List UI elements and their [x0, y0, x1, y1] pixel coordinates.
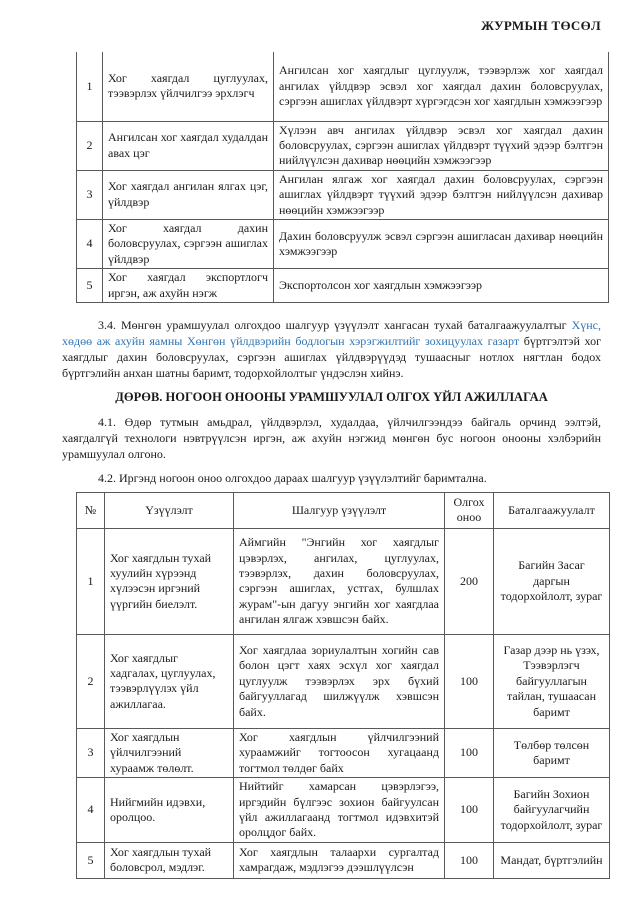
row-number-cell: 1 — [77, 528, 105, 634]
table-row — [77, 219, 609, 268]
paragraph-3-4-text-before: 3.4. Мөнгөн урамшуулал олгохдоо шалгуур үзүүлэлт хангасан тухай баталгаажуулалтыг — [98, 317, 572, 332]
criteria-cell: Хог хаягдлын үйлчилгээний хураамжийг тогтоосон хугацаанд тогтмол төлдөг байх — [234, 728, 445, 777]
score-cell: 100 — [445, 728, 494, 777]
row-number-cell: 5 — [77, 269, 103, 303]
proof-cell: Багийн Засаг даргын тодорхойлолт, зураг — [494, 528, 610, 634]
proof-cell: Мандат, бүртгэлийн — [494, 842, 610, 878]
entity-measure-cell: Ангилан ялгаж хог хаягдал дахин боловсруулах, сэргээн ашиглах үйлдвэрт түүхий эдээр бэлтгэн нийлүүлсэн дахивар нөөцийн хэмжээгээр — [274, 170, 609, 219]
table-row — [77, 52, 609, 121]
document-header-title: ЖУРМЫН ТӨСӨЛ — [481, 18, 601, 33]
table-row — [77, 121, 609, 170]
table-row — [77, 269, 609, 303]
entity-measure-cell: Дахин боловсруулж эсвэл сэргээн ашигласан дахивар нөөцийн хэмжээгээр — [274, 219, 609, 268]
table-header-row — [77, 492, 610, 528]
score-cell: 100 — [445, 778, 494, 843]
table-row — [77, 728, 610, 777]
entity-name-cell: Хог хаягдал дахин боловсруулах, сэргээн ашиглах үйлдвэр — [103, 219, 274, 268]
header-criteria: Шалгуур үзүүлэлт — [234, 492, 445, 528]
row-number-cell: 1 — [77, 52, 103, 121]
row-number-cell: 4 — [77, 778, 105, 843]
green-score-criteria-table — [76, 492, 610, 879]
header-proof: Баталгаажуулалт — [494, 492, 610, 528]
proof-cell: Багийн Зохион байгуулагчийн тодорхойлолт, зураг — [494, 778, 610, 843]
paragraph-3-4 — [62, 317, 601, 381]
ministry-agency-link[interactable]: Хүнс, хөдөө аж ахуйн яамны Хөнгөн үйлдвэрийн бодлогын хэрэгжилтийг зохицуулах газарт — [62, 317, 601, 348]
indicator-cell: Нийгмийн идэвхи, оролцоо. — [105, 778, 234, 843]
table-row — [77, 778, 610, 843]
paragraph-4-2: 4.2. Иргэнд ногоон оноо олгохдоо дараах шалгуур үзүүлэлтийг баримтална. — [98, 470, 487, 485]
table-row — [77, 170, 609, 219]
entity-measure-cell: Ангилсан хог хаягдлыг цуглуулж, тээвэрлэж хог хаягдал ангилах үйлдвэр эсвэл хог хаягдал дахин боловсруулах, сэргээн ашиглах үйлдвэрт хүргэгдсэн хог хаягдлын хэмжээгээр — [274, 52, 609, 121]
criteria-cell: Хог хаягдлын талаархи сургалтад хамрагдаж, мэдлэгээ дээшлүүлсэн — [234, 842, 445, 878]
row-number-cell: 5 — [77, 842, 105, 878]
paragraph-4-1: 4.1. Өдөр тутмын амьдрал, үйлдвэрлэл, худалдаа, үйлчилгээндээ байгаль орчинд ээлтэй, хаягдалгүй технологи нэвтрүүлсэн иргэн, аж ахуйн нэгжид мөнгөн бус ногоон онооны хэлбэрийн урамшуулал олгоно. — [62, 414, 601, 461]
header-number: № — [77, 492, 105, 528]
indicator-cell: Хог хаягдлын тухай боловсрол, мэдлэг. — [105, 842, 234, 878]
entity-name-cell: Хог хаягдал ангилан ялгах цэг, үйлдвэр — [103, 170, 274, 219]
section-four-heading: ДӨРӨВ. НОГООН ОНООНЫ УРАМШУУЛАЛ ОЛГОХ ҮЙЛ АЖИЛЛАГАА — [115, 389, 548, 404]
table-row — [77, 528, 610, 634]
header-indicator: Үзүүлэлт — [105, 492, 234, 528]
indicator-cell: Хог хаягдлыг хадгалах, цуглуулах, тээвэрлүүлэх үйл ажиллагаа. — [105, 634, 234, 728]
score-cell: 100 — [445, 842, 494, 878]
criteria-cell: Нийтийг хамарсан цэвэрлэгээ, иргэдийн бүлгээс зохион байгуулсан үйл ажиллагаанд тогтмол идэвхитэй оролцдог байх. — [234, 778, 445, 843]
table-row — [77, 842, 610, 878]
score-cell: 200 — [445, 528, 494, 634]
row-number-cell: 2 — [77, 121, 103, 170]
indicator-cell: Хог хаягдлын үйлчилгээний хураамж төлөлт. — [105, 728, 234, 777]
entity-name-cell: Хог хаягдал экспортлогч иргэн, аж ахуйн нэгж — [103, 269, 274, 303]
row-number-cell: 2 — [77, 634, 105, 728]
indicator-cell: Хог хаягдлын тухай хуулийн хүрээнд хүлээсэн иргэний үүргийн биелэлт. — [105, 528, 234, 634]
row-number-cell: 4 — [77, 219, 103, 268]
entity-name-cell: Ангилсан хог хаягдал худалдан авах цэг — [103, 121, 274, 170]
proof-cell: Төлбөр төлсөн баримт — [494, 728, 610, 777]
entity-name-cell: Хог хаягдал цуглуулах, тээвэрлэх үйлчилгээ эрхлэгч — [103, 52, 274, 121]
proof-cell: Газар дээр нь үзэх, Тээвэрлэгч байгууллагын тайлан, тушаасан баримт — [494, 634, 610, 728]
paragraph-3-4-text-after: бүртгэлтэй хог хаягдлыг дахин боловсруулах, сэргээн ашиглах үйлдвэрүүдэд тушаасныг нотлох нягтлан бодох бүртгэлийн анхан шатны баримт, тодорхойлолтыг үндэслэн хийнэ. — [62, 333, 601, 380]
header-score: Олгох оноо — [445, 492, 494, 528]
entity-measure-cell: Экспортолсон хог хаягдлын хэмжээгээр — [274, 269, 609, 303]
table-row — [77, 634, 610, 728]
score-cell: 100 — [445, 634, 494, 728]
row-number-cell: 3 — [77, 170, 103, 219]
entity-measure-cell: Хүлээн авч ангилах үйлдвэр эсвэл хог хаягдал дахин боловсруулах, сэргээн ашиглах үйлдвэрт түүхий эдээр бэлтгэн нийлүүлсэн дахивар нөөцийн хэмжээгээр — [274, 121, 609, 170]
criteria-cell: Аймгийн "Энгийн хог хаягдлыг цэвэрлэх, ангилах, цуглуулах, тээвэрлэх, дахин боловсруулах, сэргээн ашиглах, устгах, булшлах журам"-ын дагуу энгийн хог хаягдлаа ангилан ялгаж хэвшсэн байх. — [234, 528, 445, 634]
criteria-cell: Хог хаягдлаа зориулалтын хогийн сав болон цэгт хаях эсхүл хог хаягдал цуглуулж тээвэрлэх эрх бүхий байгууллагад шилжүүлж хэвшсэн байх. — [234, 634, 445, 728]
waste-entities-table — [76, 52, 609, 303]
row-number-cell: 3 — [77, 728, 105, 777]
